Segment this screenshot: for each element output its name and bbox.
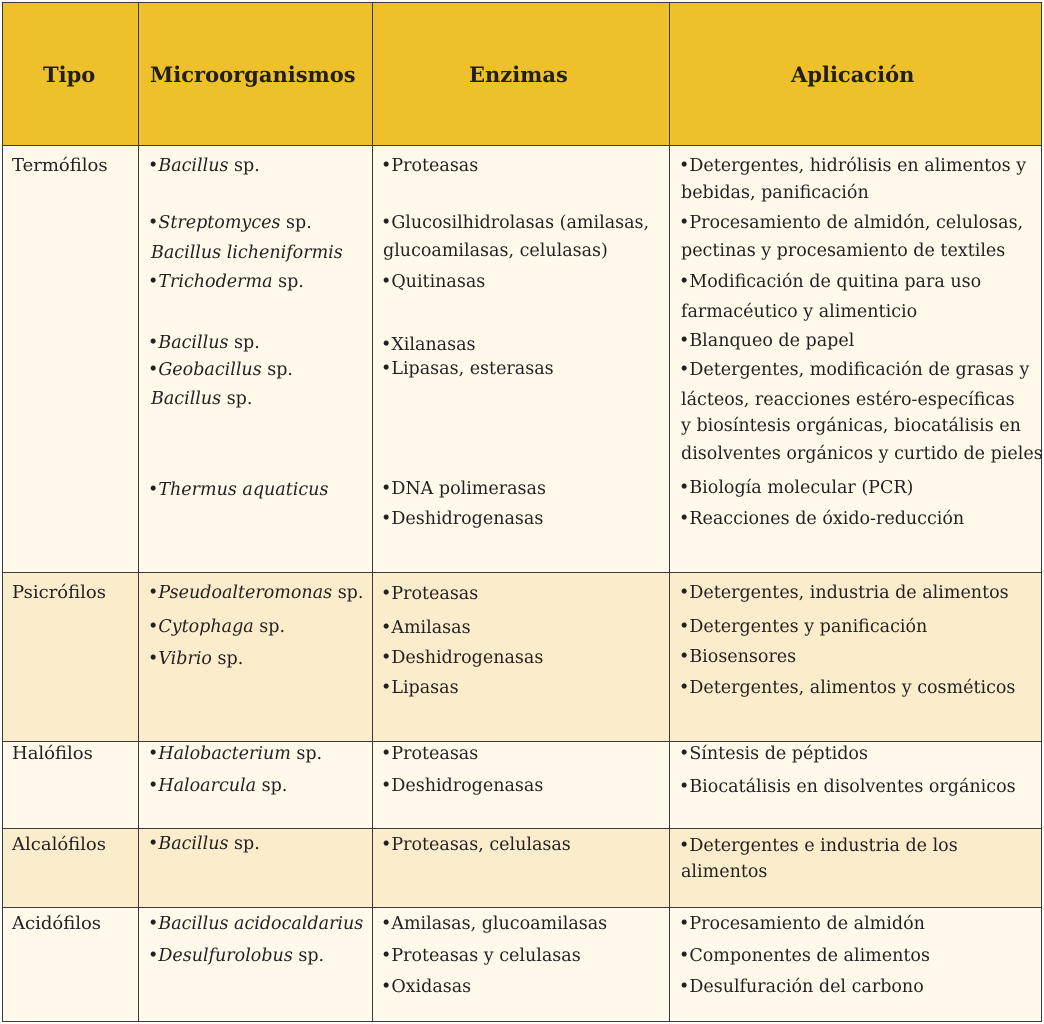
aplicacion-line: •Blanqueo de papel bbox=[679, 331, 855, 351]
enzima-line: •Deshidrogenasas bbox=[381, 648, 544, 668]
aplicacion-line: •Detergentes, modificación de grasas y bbox=[679, 360, 1030, 380]
enzima-line: •Proteasas bbox=[381, 744, 479, 764]
row-tipo: Acidófilos bbox=[12, 913, 102, 934]
header-tipo: Tipo bbox=[43, 62, 96, 87]
border-row-4 bbox=[2, 907, 1042, 908]
aplicacion-line: •Componentes de alimentos bbox=[679, 946, 930, 966]
micro-item: •Halobacterium sp. bbox=[148, 744, 323, 764]
enzima-line: •Amilasas bbox=[381, 618, 471, 638]
aplicacion-line: farmacéutico y alimenticio bbox=[681, 302, 918, 322]
enzima-line: •Lipasas, esterasas bbox=[381, 359, 554, 379]
border-row-1 bbox=[2, 572, 1042, 573]
micro-item: Bacillus licheniformis bbox=[151, 243, 343, 263]
aplicacion-line: y biosíntesis orgánicas, biocatálisis en bbox=[681, 416, 1021, 436]
micro-item: •Thermus aquaticus bbox=[148, 480, 329, 500]
aplicacion-line: •Desulfuración del carbono bbox=[679, 977, 924, 997]
aplicacion-line: •Detergentes y panificación bbox=[679, 617, 928, 637]
micro-item: •Trichoderma sp. bbox=[148, 272, 304, 292]
aplicacion-line: •Modificación de quitina para uso bbox=[679, 272, 982, 292]
micro-item: •Geobacillus sp. bbox=[148, 360, 293, 380]
border-col-3 bbox=[669, 2, 670, 1021]
header-enzimas: Enzimas bbox=[469, 62, 568, 87]
micro-item: •Pseudoalteromonas sp. bbox=[148, 583, 364, 603]
border-col-1 bbox=[138, 2, 139, 1021]
row-tipo: Psicrófilos bbox=[12, 582, 106, 603]
enzima-line: •Amilasas, glucoamilasas bbox=[381, 914, 608, 934]
aplicacion-line: alimentos bbox=[681, 862, 768, 882]
row-tipo: Alcalófilos bbox=[12, 834, 106, 855]
enzima-line: •Deshidrogenasas bbox=[381, 776, 544, 796]
aplicacion-line: •Detergentes e industria de los bbox=[679, 836, 958, 856]
enzima-line: •Quitinasas bbox=[381, 272, 486, 292]
enzima-line: •Glucosilhidrolasas (amilasas, bbox=[381, 213, 650, 233]
aplicacion-line: •Detergentes, alimentos y cosméticos bbox=[679, 678, 1016, 698]
border-bottom bbox=[2, 1021, 1042, 1022]
header-microorganismos: Microorganismos bbox=[150, 62, 356, 87]
aplicacion-line: pectinas y procesamiento de textiles bbox=[681, 241, 1006, 261]
micro-item: •Vibrio sp. bbox=[148, 649, 244, 669]
enzima-line: •Lipasas bbox=[381, 678, 459, 698]
enzima-line: •Proteasas bbox=[381, 156, 479, 176]
aplicacion-line: •Biocatálisis en disolventes orgánicos bbox=[679, 777, 1016, 797]
micro-item: •Streptomyces sp. bbox=[148, 213, 312, 233]
row-tipo: Halófilos bbox=[12, 743, 93, 764]
border-left bbox=[2, 2, 3, 1021]
enzima-line: glucoamilasas, celulasas) bbox=[383, 241, 608, 261]
enzima-line: •Oxidasas bbox=[381, 977, 472, 997]
enzima-line: •Proteasas bbox=[381, 584, 479, 604]
micro-item: •Desulfurolobus sp. bbox=[148, 946, 325, 966]
border-right bbox=[1041, 2, 1042, 1021]
micro-item: •Cytophaga sp. bbox=[148, 617, 286, 637]
micro-item: •Haloarcula sp. bbox=[148, 776, 288, 796]
aplicacion-line: •Biología molecular (PCR) bbox=[679, 478, 914, 498]
enzima-line: •Xilanasas bbox=[381, 335, 476, 355]
border-row-3 bbox=[2, 828, 1042, 829]
border-header bbox=[2, 145, 1042, 146]
aplicacion-line: •Biosensores bbox=[679, 647, 797, 667]
micro-item: •Bacillus sp. bbox=[148, 156, 260, 176]
aplicacion-line: lácteos, reacciones estéro-específicas bbox=[681, 390, 1015, 410]
border-top bbox=[2, 2, 1042, 3]
aplicacion-line: •Procesamiento de almidón bbox=[679, 914, 925, 934]
enzima-line: •Proteasas, celulasas bbox=[381, 835, 571, 855]
enzima-line: •Proteasas y celulasas bbox=[381, 946, 581, 966]
aplicacion-line: •Procesamiento de almidón, celulosas, bbox=[679, 213, 1024, 233]
enzima-line: •DNA polimerasas bbox=[381, 479, 546, 499]
micro-item: •Bacillus sp. bbox=[148, 333, 260, 353]
micro-item: •Bacillus acidocaldarius bbox=[148, 914, 364, 934]
row-tipo: Termófilos bbox=[12, 155, 108, 176]
aplicacion-line: •Detergentes, hidrólisis en alimentos y bbox=[679, 156, 1027, 176]
aplicacion-line: •Síntesis de péptidos bbox=[679, 744, 868, 764]
aplicacion-line: •Detergentes, industria de alimentos bbox=[679, 583, 1009, 603]
micro-item: Bacillus sp. bbox=[151, 389, 253, 409]
aplicacion-line: bebidas, panificación bbox=[681, 183, 869, 203]
enzima-line: •Deshidrogenasas bbox=[381, 509, 544, 529]
border-row-2 bbox=[2, 741, 1042, 742]
micro-item: •Bacillus sp. bbox=[148, 834, 260, 854]
aplicacion-line: disolventes orgánicos y curtido de pieles bbox=[681, 444, 1043, 464]
border-col-2 bbox=[372, 2, 373, 1021]
header-aplicacion: Aplicación bbox=[791, 62, 915, 87]
aplicacion-line: •Reacciones de óxido-reducción bbox=[679, 509, 965, 529]
